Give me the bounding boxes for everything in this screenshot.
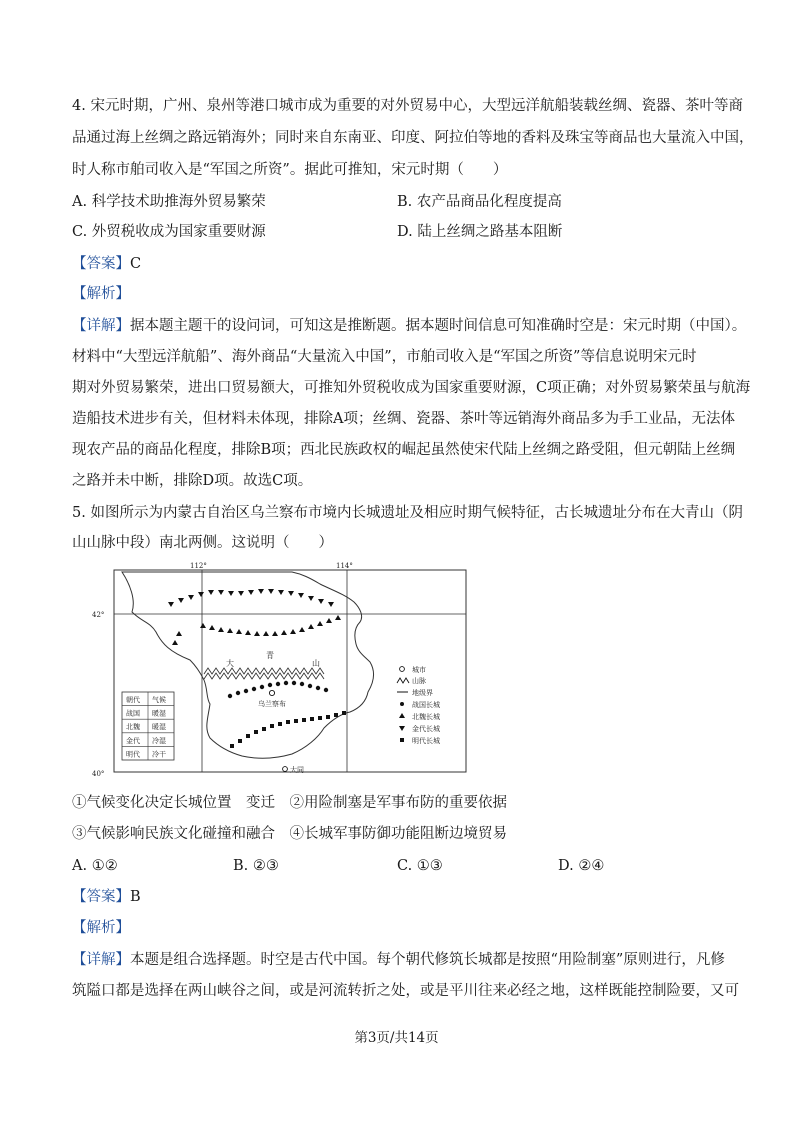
datong-city-marker: [283, 767, 288, 772]
legend-northern-wei-label: 北魏长城: [412, 713, 440, 721]
wulanchabu-city-marker: [269, 690, 274, 695]
legend-boundary-label: 地级界: [412, 689, 433, 697]
lon-label-114: 114°: [336, 562, 353, 570]
page-footer: 第3页/共14页: [354, 1030, 439, 1046]
analysis-tag: 【解析】: [72, 286, 130, 302]
climate-row-climate: 暖湿: [152, 723, 166, 732]
q4-answer: [72, 254, 141, 274]
legend-city-label: 城市: [412, 666, 426, 674]
mountain-char-qing: 青: [266, 651, 274, 660]
q5-statements-line-1: ①气候变化决定长城位置 变迁 ②用险制塞是军事布防的重要依据: [72, 795, 507, 811]
lon-label-112: 112°: [190, 562, 207, 570]
answer-value: C: [130, 256, 142, 272]
detail-tag: 【详解】: [72, 952, 130, 968]
q4-option-a: A. 科学技术助推海外贸易繁荣: [72, 194, 266, 210]
q4-stem-line-3: 时人称市舶司收入是“军国之所资”。据此可推知，宋元时期（ ）: [72, 162, 508, 178]
answer-tag: 【答案】: [72, 256, 130, 272]
mountain-char-da: 大: [226, 659, 234, 668]
q4-stem-line-1: 4. 宋元时期，广州、泉州等港口城市成为重要的对外贸易中心，大型远洋航船装载丝绸、瓷器、茶叶等商: [72, 98, 743, 114]
q4-analysis-tag: [72, 284, 130, 304]
q4-option-d: D. 陆上丝绸之路基本阻断: [397, 224, 563, 240]
legend-warring-states-symbol: [400, 702, 404, 706]
q4-option-c: C. 外贸税收成为国家重要财源: [72, 224, 266, 240]
q5-detail-line-1: [72, 950, 725, 970]
wulanchabu-label: 乌兰察布: [258, 700, 286, 708]
lat-label-40: 40°: [92, 770, 105, 778]
climate-row-climate: 冷干: [152, 750, 166, 759]
climate-header-climate: 气候: [152, 696, 166, 704]
q5-option-c: C. ①③: [397, 858, 443, 874]
lat-label-42: 42°: [92, 611, 105, 619]
climate-header-dynasty: 朝代: [126, 696, 140, 704]
answer-tag: 【答案】: [72, 889, 130, 905]
q5-detail-line-2: 筑隘口都是选择在两山峡谷之间，或是河流转折之处，或是平川往来必经之地，这样既能控制险要，又可: [72, 983, 739, 999]
q4-option-b: B. 农产品商品化程度提高: [397, 194, 562, 210]
legend-jin-label: 金代长城: [412, 725, 440, 733]
q4-detail-text-1: 据本题主题干的设问词，可知这是推断题。据本题时间信息可知准确时空是：宋元时期（中国）。: [130, 318, 747, 334]
answer-value: B: [130, 889, 141, 905]
mountain-char-shan: 山: [312, 659, 320, 668]
climate-table: [122, 692, 174, 760]
q4-stem-line-2: 品通过海上丝绸之路远销海外；同时来自东南亚、印度、阿拉伯等地的香料及珠宝等商品也大量流入中国，: [72, 130, 754, 146]
q4-detail-line-1: [72, 316, 746, 336]
climate-row-dynasty: 金代: [126, 736, 140, 745]
q5-analysis-tag: [72, 918, 130, 938]
legend-warring-states-label: 战国长城: [412, 701, 440, 709]
legend-ming-symbol: [400, 738, 404, 742]
q4-detail-line-2: 材料中“大型远洋航船”、海外商品“大量流入中国”，市舶司收入是“军国之所资”等信息说明宋元时: [72, 349, 697, 365]
q5-answer: [72, 887, 141, 907]
q5-stem-line-2: 山山脉中段）南北两侧。这说明（ ）: [72, 535, 333, 551]
legend-city-symbol: [400, 667, 405, 672]
detail-tag: 【详解】: [72, 318, 130, 334]
legend-ming-label: 明代长城: [412, 737, 440, 745]
climate-row-climate: 冷湿: [152, 736, 166, 745]
q4-detail-line-5: 现农产品的商品化程度，排除B项；西北民族政权的崛起虽然使宋代陆上丝绸之路受阻，但元朝陆上丝绸: [72, 442, 736, 458]
climate-row-dynasty: 明代: [126, 750, 140, 759]
climate-row-dynasty: 北魏: [126, 723, 140, 732]
great-wall-map: [92, 562, 492, 780]
q4-detail-line-3: 期对外贸易繁荣，进出口贸易额大，可推知外贸税收成为国家重要财源，C项正确；对外贸易繁荣虽与航海: [72, 380, 751, 396]
q5-detail-text-1: 本题是组合选择题。时空是古代中国。每个朝代修筑长城都是按照“用险制塞”原则进行，凡修: [130, 952, 725, 968]
q5-option-d: D. ②④: [558, 858, 605, 874]
climate-row-dynasty: 战国: [126, 709, 140, 718]
q5-statements-line-2: ③气候影响民族文化碰撞和融合 ④长城军事防御功能阻断边境贸易: [72, 826, 507, 842]
climate-row-climate: 暖湿: [152, 709, 166, 718]
legend-mountain-label: 山脉: [412, 677, 426, 685]
q4-detail-line-4: 造船技术进步有关，但材料未体现，排除A项；丝绸、瓷器、茶叶等远销海外商品多为手工业品，无法体: [72, 411, 735, 427]
datong-label: 大同: [290, 766, 304, 774]
analysis-tag: 【解析】: [72, 920, 130, 936]
q4-detail-line-6: 之路并未中断，排除D项。故选C项。: [72, 473, 313, 489]
q5-option-b: B. ②③: [233, 858, 279, 874]
q5-option-a: A. ①②: [72, 858, 118, 874]
q5-stem-line-1: 5. 如图所示为内蒙古自治区乌兰察布市境内长城遗址及相应时期气候特征，古长城遗址分布在大青山（阴: [72, 505, 743, 521]
